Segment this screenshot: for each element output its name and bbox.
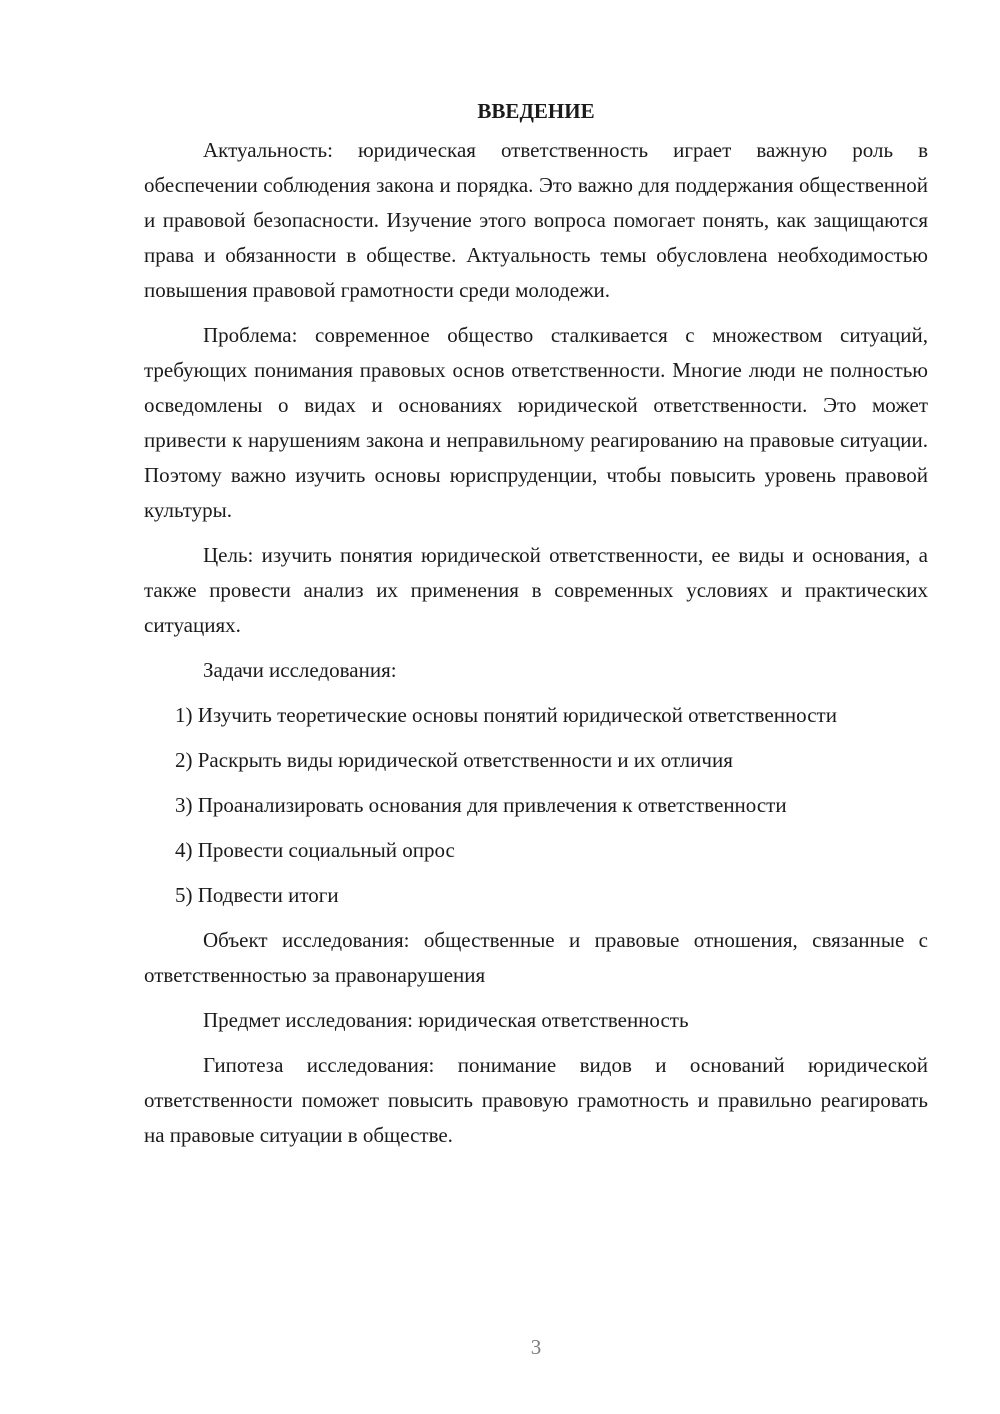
paragraph-goal: Цель: изучить понятия юридической ответственности, ее виды и основания, а также провести анализ их применения в современных условиях и практических ситуациях. <box>144 543 928 637</box>
section-heading: ВВЕДЕНИЕ <box>477 99 595 123</box>
paragraph-hypothesis: Гипотеза исследования: понимание видов и оснований юридической ответственности поможет повысить правовую грамотность и правильно реагировать на правовые ситуации в обществе. <box>144 1053 928 1147</box>
page-number: 3 <box>530 1335 542 1359</box>
paragraph-relevance: Актуальность: юридическая ответственность играет важную роль в обеспечении соблюдения закона и порядка. Это важно для поддержания общественной и правовой безопасности. Изучение этого вопроса помогает понять, как защищаются права и обязанности в обществе. Актуальность темы обусловлена необходимостью повышения правовой грамотности среди молодежи. <box>144 138 928 302</box>
task-item-2: 2) Раскрыть виды юридической ответственности и их отличия <box>175 748 733 772</box>
task-item-1: 1) Изучить теоретические основы понятий юридической ответственности <box>175 703 837 727</box>
task-item-3: 3) Проанализировать основания для привлечения к ответственности <box>175 793 787 817</box>
page-content <box>144 94 928 1163</box>
task-item-4: 4) Провести социальный опрос <box>175 838 455 862</box>
paragraph-object: Объект исследования: общественные и правовые отношения, связанные с ответственностью за правонарушения <box>144 928 928 987</box>
task-item-5: 5) Подвести итоги <box>175 883 339 907</box>
paragraph-problem: Проблема: современное общество сталкивается с множеством ситуаций, требующих понимания правовых основ ответственности. Многие люди не полностью осведомлены о видах и основаниях юридической ответственности. Это может привести к нарушениям закона и неправильному реагированию на правовые ситуации. Поэтому важно изучить основы юриспруденции, чтобы повысить уровень правовой культуры. <box>144 323 928 522</box>
paragraph-tasks-intro: Задачи исследования: <box>203 658 397 682</box>
paragraph-subject: Предмет исследования: юридическая ответственность <box>203 1008 689 1032</box>
